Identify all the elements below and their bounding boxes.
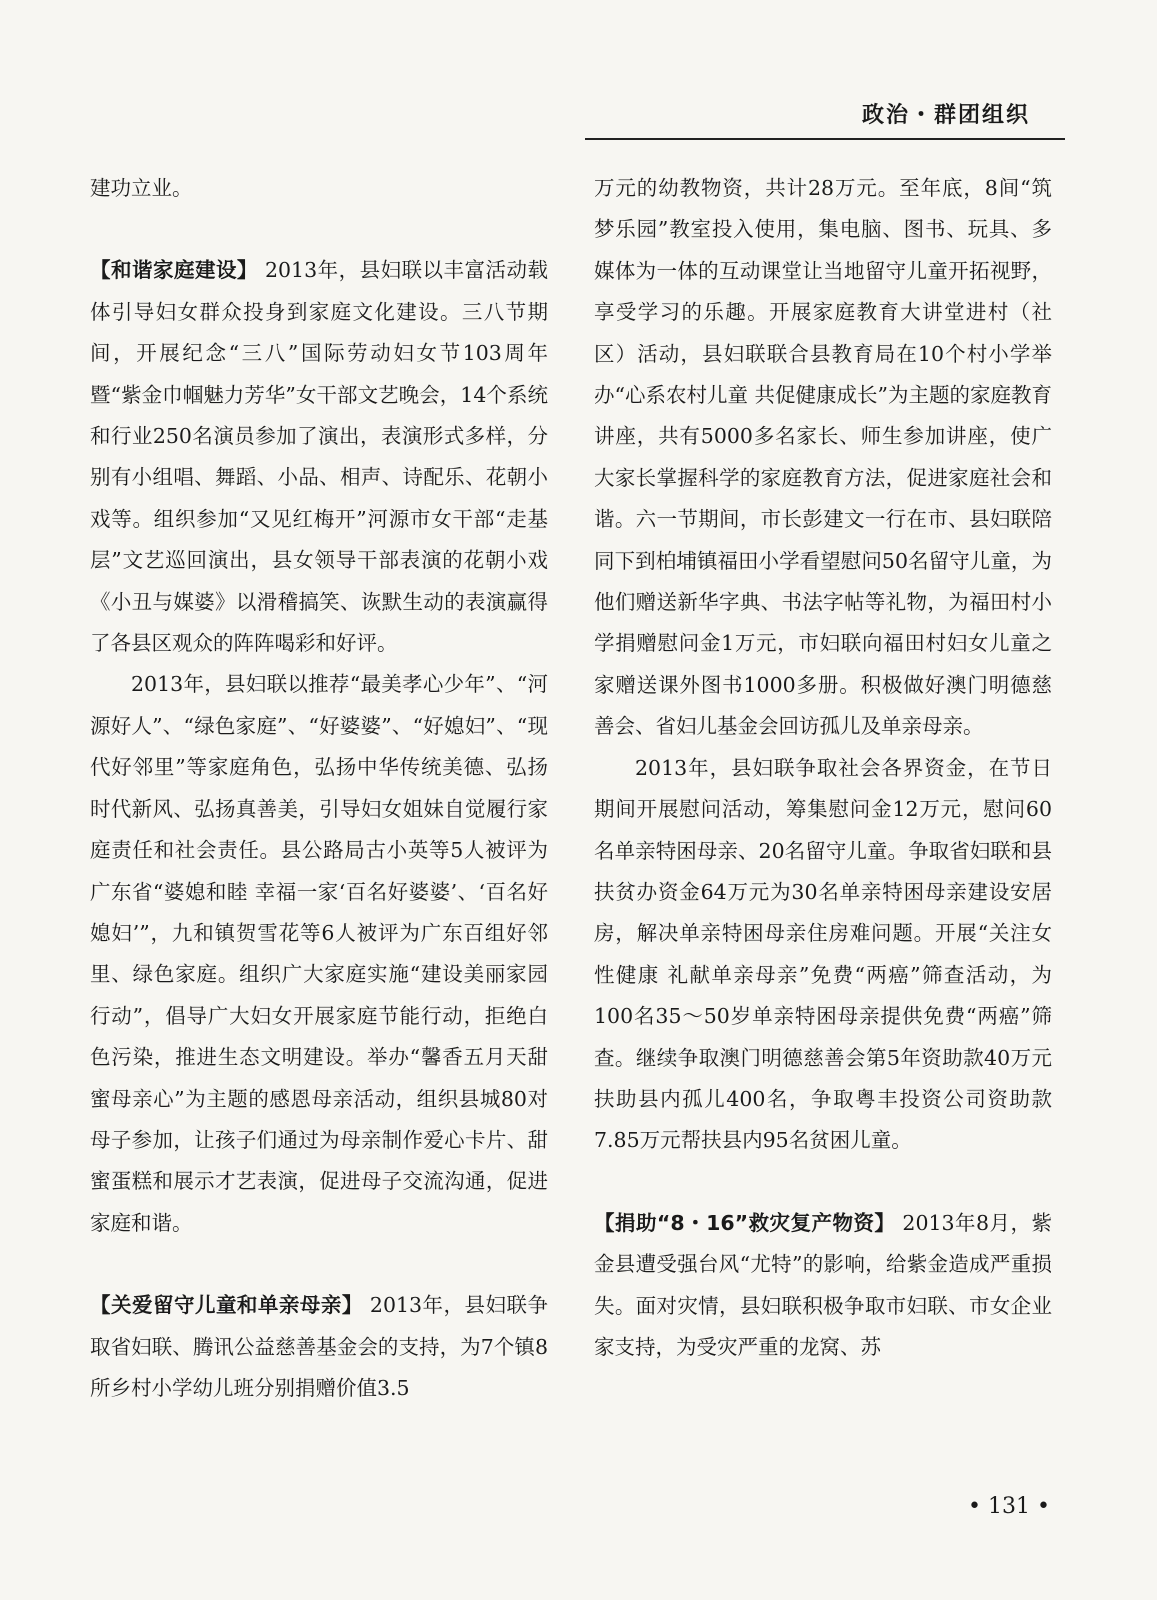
section-heading: 【关爱留守儿童和单亲母亲】 — [90, 1293, 363, 1318]
paragraph-family-roles: 2013年，县妇联以推荐“最美孝心少年”、“河源好人”、“绿色家庭”、“好婆婆”、“好媳妇”、“现代好邻里”等家庭角色，弘扬中华传统美德、弘扬时代新风、弘扬真善美，引导妇女姐妹自觉履行家庭责任和社会责任。县公路局古小英等5人被评为广东省“婆媳和睦 幸福一家‘百名好婆婆’、‘百名好媳妇’”，九和镇贺雪花等6人被评为广东百组好邻里、绿色家庭。组织广大家庭实施“建设美丽家园行动”，倡导广大妇女开展家庭节能行动，拒绝白色污染，推进生态文明建设。举办“馨香五月天甜蜜母亲心”为主题的感恩母亲活动，组织县城80对母子参加，让孩子们通过为母亲制作爱心卡片、甜蜜蛋糕和展示才艺表演，促进母子交流沟通，促进家庭和谐。 — [90, 672, 548, 1235]
paragraph-body: 2013年，县妇联以丰富活动载体引导妇女群众投身到家庭文化建设。三八节期间，开展纪念“三八”国际劳动妇女节103周年暨“紫金巾帼魅力芳华”女干部文艺晚会，14个系统和行业250名演员参加了演出，表演形式多样，分别有小组唱、舞蹈、小品、相声、诗配乐、花朝小戏等。组织参加“又见红梅开”河源市女干部“走基层”文艺巡回演出，县女领导干部表演的花朝小戏《小丑与媒婆》以滑稽搞笑、诙默生动的表演赢得了各县区观众的阵阵喝彩和好评。 — [90, 258, 549, 656]
running-header: 政治・群团组织 — [862, 103, 1031, 128]
paragraph-left-behind-children — [90, 1285, 548, 1409]
paragraph-disaster-relief — [594, 1203, 1052, 1369]
paragraph-continuation: 建功立业。 — [90, 176, 193, 200]
paragraph-body: 2013年8月，紫金县遭受强台风“尤特”的影响，给紫金造成严重损失。面对灾情，县妇联积极争取市妇联、市女企业家支持，为受灾严重的龙窝、苏 — [594, 1210, 1052, 1359]
paragraph-harmonious-family — [90, 250, 548, 664]
paragraph-body: 2013年，县妇联争取省妇联、腾讯公益慈善基金会的支持，为7个镇8所乡村小学幼儿班分别捐赠价值3.5 — [90, 1293, 549, 1400]
header-rule — [585, 138, 1065, 140]
left-column — [90, 168, 548, 1409]
section-heading: 【和谐家庭建设】 — [90, 258, 258, 283]
section-heading: 【捐助“8・16”救灾复产物资】 — [594, 1210, 896, 1235]
right-column — [594, 168, 1052, 1368]
page-number: • 131 • — [968, 1494, 1050, 1519]
paragraph-continued: 万元的幼教物资，共计28万元。至年底，8间“筑梦乐园”教室投入使用，集电脑、图书、玩具、多媒体为一体的互动课堂让当地留守儿童开拓视野，享受学习的乐趣。开展家庭教育大讲堂进村（社区）活动，县妇联联合县教育局在10个村小学举办“心系农村儿童 共促健康成长”为主题的家庭教育讲座，共有5000多名家长、师生参加讲座，使广大家长掌握科学的家庭教育方法，促进家庭社会和谐。六一节期间，市长彭建文一行在市、县妇联陪同下到柏埔镇福田小学看望慰问50名留守儿童，为他们赠送新华字典、书法字帖等礼物，为福田村小学捐赠慰问金1万元，市妇联向福田村妇女儿童之家赠送课外图书1000多册。积极做好澳门明德慈善会、省妇儿基金会回访孤儿及单亲母亲。 — [594, 176, 1052, 739]
paragraph-funding: 2013年，县妇联争取社会各界资金，在节日期间开展慰问活动，筹集慰问金12万元，慰问60名单亲特困母亲、20名留守儿童。争取省妇联和县扶贫办资金64万元为30名单亲特困母亲建设安居房，解决单亲特困母亲住房难问题。开展“关注女性健康 礼献单亲母亲”免费“两癌”筛查活动，为100名35～50岁单亲特困母亲提供免费“两癌”筛查。继续争取澳门明德慈善会第5年资助款40万元扶助县内孤儿400名，争取粤丰投资公司资助款7.85万元帮扶县内95名贫困儿童。 — [594, 755, 1052, 1153]
